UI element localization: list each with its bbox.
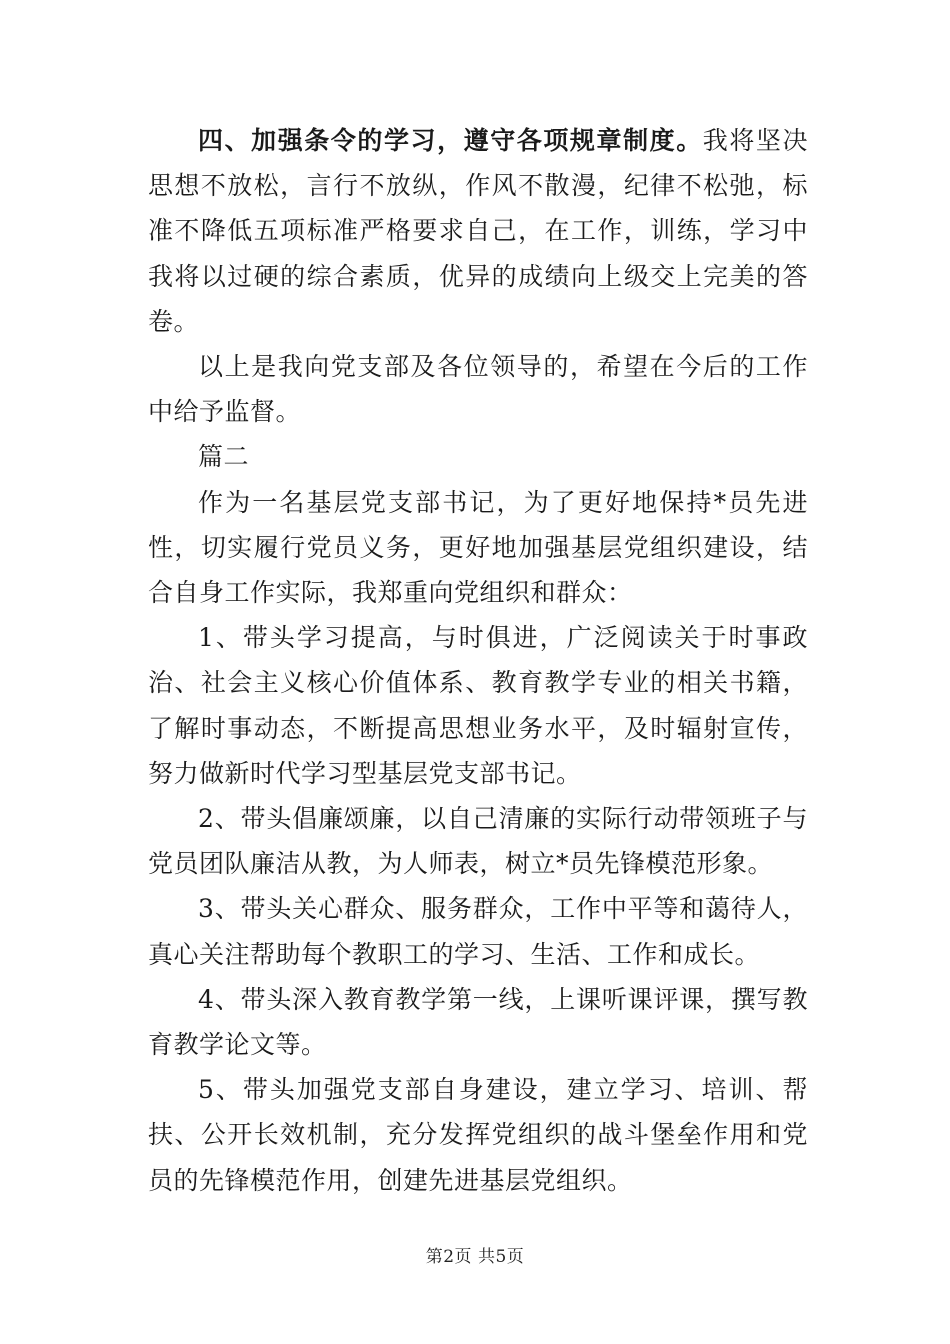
list-item-3: 3、带头关心群众、服务群众，工作中平等和蔼待人，真心关注帮助每个教职工的学习、生活、工作和成长。 xyxy=(148,894,808,969)
list-item-4: 4、带头深入教育教学第一线，上课听课评课，撰写教育教学论文等。 xyxy=(148,984,808,1060)
paragraph-heading-bold: 四、加强条令的学习，遵守各项规章制度。 xyxy=(198,126,703,155)
section-title: 篇二 xyxy=(198,442,250,472)
list-item-5: 5、带头加强党支部自身建设，建立学习、培训、帮扶、公开长效机制，充分发挥党组织的战斗堡垒作用和党员的先锋模范作用，创建先进基层党组织。 xyxy=(148,1075,808,1195)
document-body xyxy=(148,118,808,1203)
paragraph-text: 我将坚决思想不放松，言行不放纵，作风不散漫，纪律不松弛，标准不降低五项标准严格要求自己，在工作，训练，学习中我将以过硬的综合素质，优异的成绩向上级交上完美的答卷。 xyxy=(148,126,808,336)
list-item-1: 1、带头学习提高，与时俱进，广泛阅读关于时事政治、社会主义核心价值体系、教育教学专业的相关书籍，了解时事动态，不断提高思想业务水平，及时辐射宣传，努力做新时代学习型基层党支部书记。 xyxy=(148,623,808,788)
page-number: 第2页 共5页 xyxy=(425,1247,525,1267)
paragraph-closing: 以上是我向党支部及各位领导的，希望在今后的工作中给予监督。 xyxy=(148,352,808,427)
paragraph-regulations xyxy=(148,118,808,344)
list-item-2: 2、带头倡廉颂廉，以自己清廉的实际行动带领班子与党员团队廉洁从教，为人师表，树立*员先锋模范形象。 xyxy=(148,804,808,879)
paragraph-intro: 作为一名基层党支部书记，为了更好地保持*员先进性，切实履行党员义务，更好地加强基层党组织建设，结合自身工作实际，我郑重向党组织和群众： xyxy=(148,487,808,608)
